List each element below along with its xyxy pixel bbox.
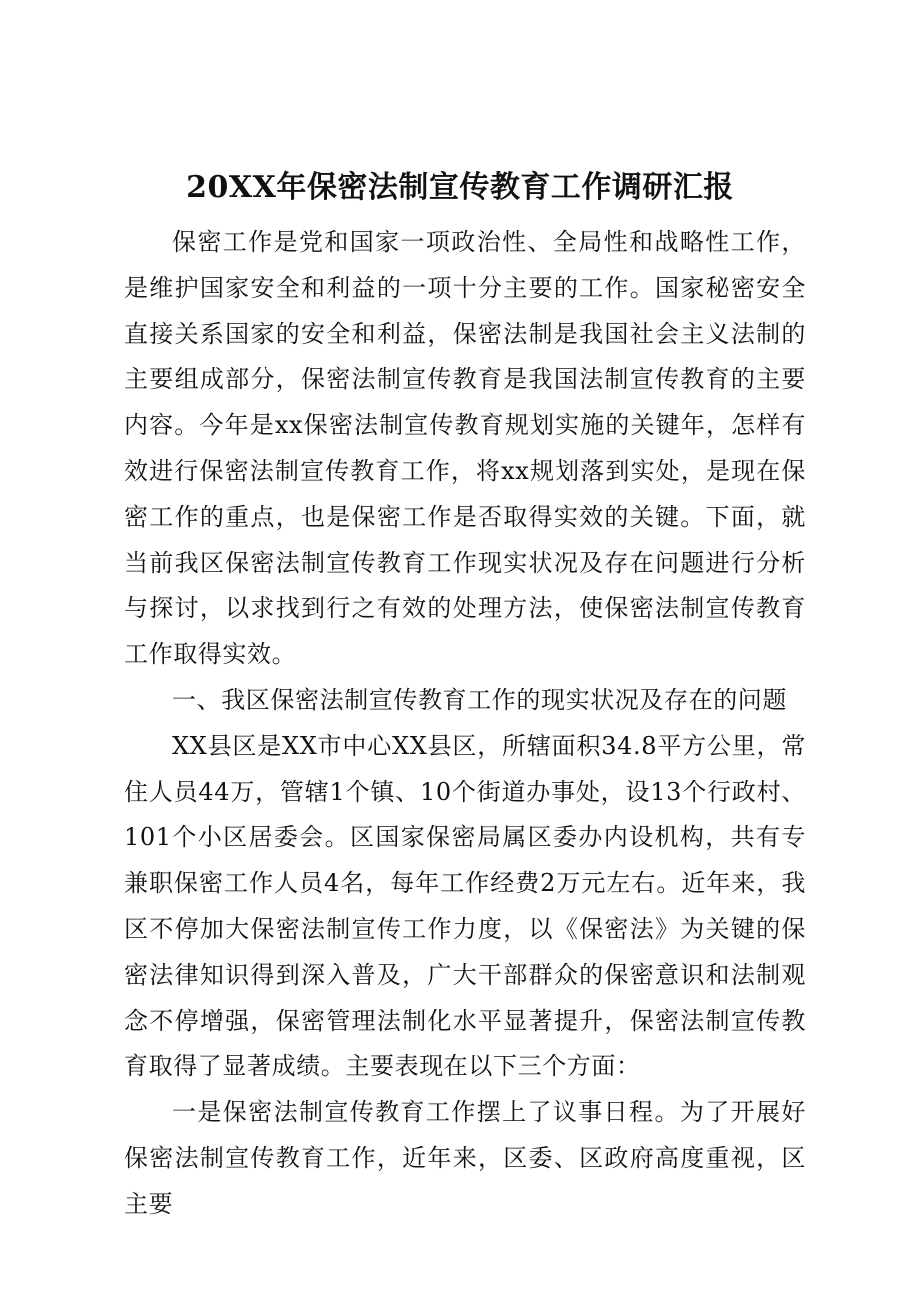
document-body: [124, 220, 806, 1228]
paragraph-intro: 保密工作是党和国家一项政治性、全局性和战略性工作，是维护国家安全和利益的一项十分主要的工作。国家秘密安全直接关系国家的安全和利益，保密法制是我国社会主义法制的主要组成部分，保密法制宣传教育是我国法制宣传教育的主要内容。今年是xx保密法制宣传教育规划实施的关键年，怎样有效进行保密法制宣传教育工作，将xx规划落到实处，是现在保密工作的重点，也是保密工作是否取得实效的关键。下面，就当前我区保密法制宣传教育工作现实状况及存在问题进行分析与探讨，以求找到行之有效的处理方法，使保密法制宣传教育工作取得实效。: [124, 228, 806, 669]
paragraph-overview: XX县区是XX市中心XX县区，所辖面积34.8平方公里，常住人员44万，管辖1个镇、10个街道办事处，设13个行政村、101个小区居委会。区国家保密局属区委办内设机构，共有专兼职保密工作人员4名，每年工作经费2万元左右。近年来，我区不停加大保密法制宣传工作力度，以《保密法》为关键的保密法律知识得到深入普及，广大干部群众的保密意识和法制观念不停增强，保密管理法制化水平显著提升，保密法制宣传教育取得了显著成绩。主要表现在以下三个方面：: [124, 731, 806, 1081]
paragraph-point-1: 一是保密法制宣传教育工作摆上了议事日程。为了开展好保密法制宣传教育工作，近年来，区委、区政府高度重视，区主要: [124, 1098, 806, 1218]
document-title: 20XX年保密法制宣传教育工作调研汇报: [186, 170, 734, 205]
section-heading-1: 一、我区保密法制宣传教育工作的现实状况及存在的问题: [172, 685, 787, 714]
